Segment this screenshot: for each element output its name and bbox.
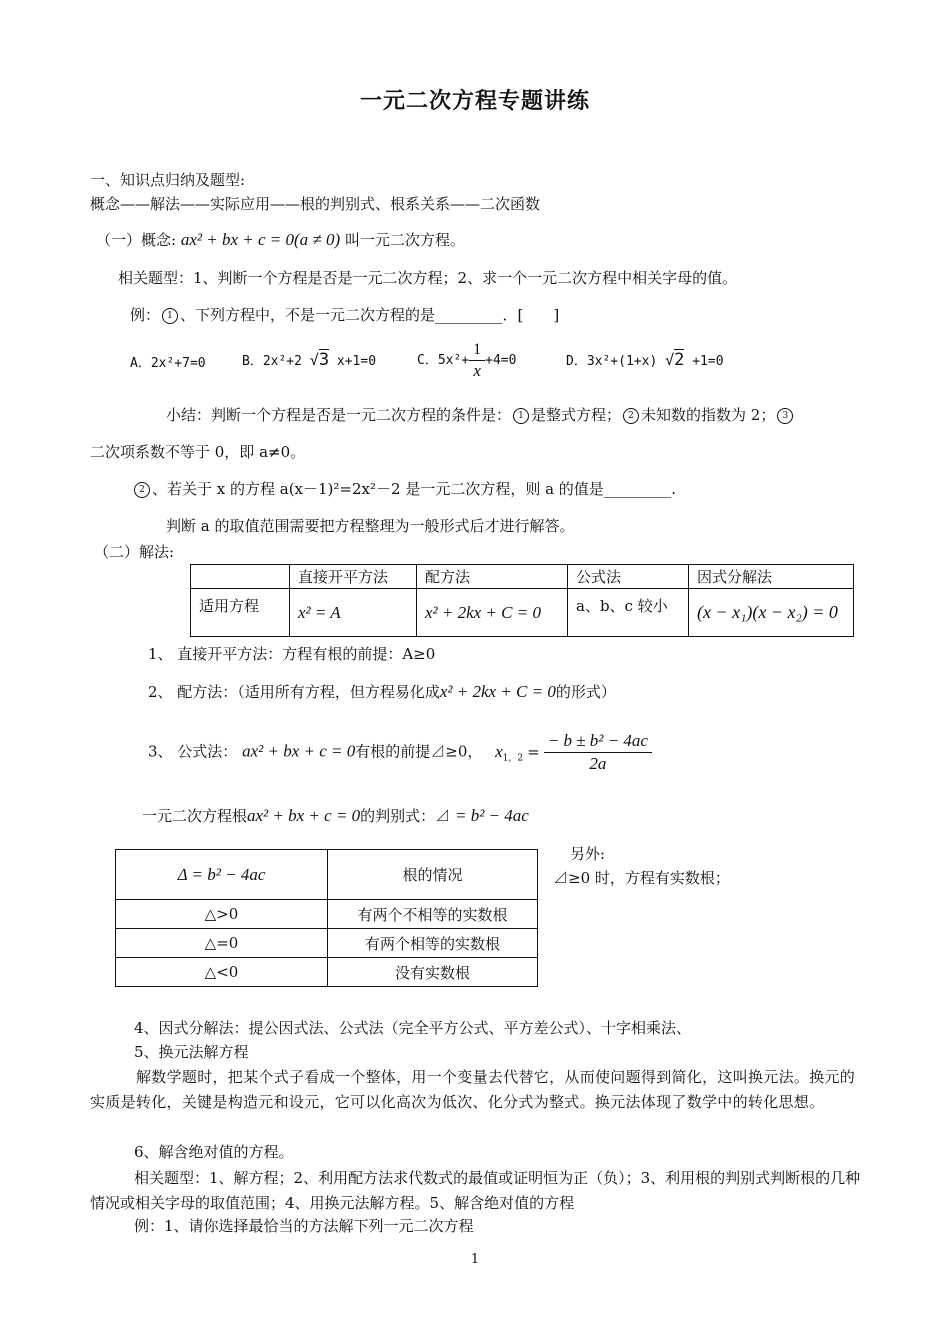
example-prefix: 例： (130, 306, 161, 324)
method-2 (148, 682, 616, 702)
table-cell: △=0 (116, 929, 328, 958)
option-c-pre: C．5x²+ (417, 353, 470, 368)
option-b-pre: B．2x²+2 (242, 354, 302, 369)
method-5-paragraph: 解数学题时，把某个式子看成一个整体，用一个变量去代替它，从而使问题得到简化，这叫换元法。换元的实质是转化，关键是构造元和设元，它可以化高次为低次、化分式为整式。换元法体现了数学中的转化思想。 (90, 1068, 856, 1111)
method-1: 1、 直接开平方法：方程有根的前提：A≥0 (148, 645, 436, 663)
table-header-cell: 配方法 (417, 565, 568, 589)
equals-sign: = (527, 742, 540, 761)
example-1 (130, 305, 559, 325)
table-row (116, 929, 538, 958)
table-cell: 有两个不相等的实数根 (328, 900, 538, 929)
option-b (242, 350, 376, 372)
table-header-cell: 公式法 (568, 565, 689, 589)
method-2-post: 的形式） (555, 683, 616, 701)
methods-table (190, 564, 854, 637)
table-cell: (x − x₁)(x − x₂) = 0 (689, 589, 854, 637)
discriminant-table (115, 849, 538, 987)
summary-line-2: 二次项系数不等于 0，即 a≠0。 (90, 443, 306, 461)
option-b-post: x+1=0 (336, 354, 377, 369)
table-header-cell: 因式分解法 (689, 565, 854, 589)
table-header-row (116, 850, 538, 900)
quadratic-numerator: − b ± b² − 4ac (544, 730, 652, 753)
page-number: 1 (470, 1252, 480, 1267)
table-row (116, 958, 538, 987)
concept-label: （一）概念: (96, 231, 177, 249)
option-c-fraction (469, 340, 485, 381)
concept-line (96, 230, 465, 250)
method-5: 5、换元法解方程 (134, 1043, 249, 1061)
option-c (417, 340, 516, 381)
judge-note: 判断 a 的取值范围需要把方程整理为一般形式后才进行解答。 (166, 517, 575, 535)
sqrt-icon: √ (309, 351, 319, 369)
method-6: 6、解含绝对值的方程。 (134, 1143, 294, 1161)
methods-label: （二）解法: (94, 543, 175, 561)
option-c-post: +4=0 (485, 353, 517, 368)
option-c-denominator: x (473, 361, 481, 380)
table-row (116, 900, 538, 929)
circled-number: 1 (162, 308, 178, 324)
option-a: A．2x²+7=0 (130, 356, 206, 371)
table-cell: x² + 2kx + C = 0 (417, 589, 568, 637)
table-cell: a、b、c 较小 (568, 589, 689, 637)
example-1-text: 、下列方程中，不是一元二次方程的是_________．[ ] (180, 306, 560, 324)
page-title: 一元二次方程专题讲练 (359, 89, 590, 114)
table-header-cell: Δ = b² − 4ac (116, 850, 328, 900)
summary-cond-2: 未知数的指数为 2； (641, 406, 776, 424)
circled-number: 2 (623, 408, 639, 424)
option-d-post: +1=0 (692, 354, 724, 369)
quadratic-subscript: 1，2 (502, 753, 524, 764)
aside-heading: 另外: (570, 845, 606, 863)
aside-text: ⊿≥0 时，方程有实数根； (553, 869, 730, 887)
example-2-text: 、若关于 x 的方程 a(x－1)²=2x²－2 是一元二次方程，则 a 的值是_________. (152, 480, 677, 498)
circled-number: 2 (134, 482, 150, 498)
option-b-root: 3 (318, 350, 330, 370)
option-d (566, 350, 724, 372)
discriminant-line (142, 806, 529, 826)
table-cell: △<0 (116, 958, 328, 987)
circled-number: 3 (777, 408, 793, 424)
summary-line-1 (166, 405, 795, 425)
example-2 (132, 479, 676, 499)
method-4: 4、因式分解法：提公因式法、公式法（完全平方公式、平方差公式）、十字相乘法、 (134, 1019, 692, 1037)
circled-number: 1 (513, 408, 529, 424)
table-cell: x² = A (290, 589, 417, 637)
table-header-cell (191, 565, 290, 589)
discriminant-formula: ax² + bx + c = 0 (247, 806, 361, 825)
example-3: 例：1、请你选择最恰当的方法解下列一元二次方程 (134, 1217, 474, 1235)
section-heading: 一、知识点归纳及题型: (90, 171, 246, 189)
related-types-1: 相关题型：1、判断一个方程是否是一元二次方程；2、求一个一元二次方程中相关字母的值。 (118, 269, 738, 287)
option-d-pre: D．3x²+(1+x) (566, 354, 658, 369)
table-cell: △>0 (116, 900, 328, 929)
concept-formula: ax² + bx + c = 0(a ≠ 0) (180, 230, 341, 249)
option-d-root: 2 (674, 350, 685, 370)
summary-prefix: 小结：判断一个方程是否是一元二次方程的条件是： (166, 406, 512, 424)
method-2-pre: 2、 配方法：（适用所有方程，但方程易化成 (148, 683, 440, 701)
related-types-2: 相关题型：1、解方程；2、利用配方法求代数式的最值或证明恒为正（负）；3、利用根的判别式判断根的几种情况或相关字母的取值范围；4、用换元法解方程。5、解含绝对值的方程 (90, 1169, 861, 1212)
option-c-numerator: 1 (469, 340, 485, 361)
method-2-formula: x² + 2kx + C = 0 (439, 682, 556, 701)
method-3 (148, 730, 652, 775)
table-header-cell: 直接开平方法 (290, 565, 417, 589)
method-3-pre: 3、 公式法： (148, 742, 238, 761)
table-header-row (191, 565, 854, 589)
discriminant-mid: 的判别式：⊿ (360, 807, 451, 825)
sqrt-icon: √ (665, 351, 675, 369)
table-row (191, 589, 854, 637)
concept-suffix: 叫一元二次方程。 (344, 231, 465, 249)
table-header-cell: 根的情况 (328, 850, 538, 900)
quadratic-x: x (495, 741, 503, 761)
quadratic-denominator: 2a (589, 754, 607, 773)
summary-cond-1: 是整式方程； (531, 406, 622, 424)
table-cell: 有两个相等的实数根 (328, 929, 538, 958)
row-label-cell: 适用方程 (191, 589, 290, 637)
method-3-formula: ax² + bx + c = 0 (242, 741, 356, 761)
table-cell: 没有实数根 (328, 958, 538, 987)
discriminant-pre: 一元二次方程根 (142, 807, 248, 825)
discriminant-value: = b² − 4ac (454, 806, 529, 825)
outline-text: 概念——解法——实际应用——根的判别式、根系关系——二次函数 (90, 195, 541, 213)
method-3-mid: 有根的前提⊿≥0， (355, 742, 483, 761)
quadratic-formula (544, 730, 652, 775)
